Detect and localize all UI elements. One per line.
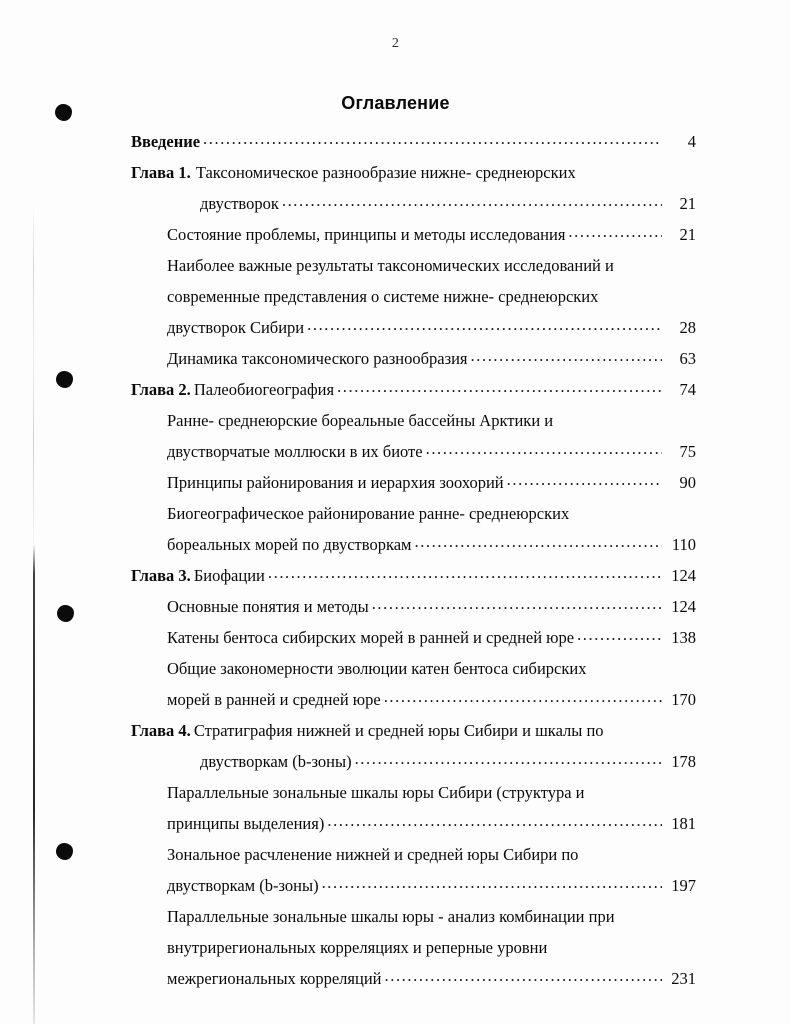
toc-dot-leader xyxy=(322,867,662,898)
toc-entry-label: двустворкам (b-зоны) xyxy=(167,876,319,895)
toc-entry-label: межрегиональных корреляций xyxy=(167,969,382,988)
toc-entry[interactable] xyxy=(167,622,696,653)
toc-entry[interactable] xyxy=(131,157,696,188)
toc-entry[interactable] xyxy=(167,281,696,312)
toc-entry-label: современные представления о системе нижне- среднеюрских xyxy=(167,287,599,306)
toc-page-number: 197 xyxy=(671,876,696,895)
toc-page-number: 138 xyxy=(671,628,696,647)
toc-entry[interactable] xyxy=(131,715,696,746)
toc-dot-leader xyxy=(282,185,662,216)
toc-entry[interactable] xyxy=(167,808,696,839)
toc-entry-label: Таксономическое разнообразие нижне- среднеюрских xyxy=(195,163,576,182)
toc-entry-label: принципы выделения) xyxy=(167,814,325,833)
toc-entry[interactable] xyxy=(167,901,696,932)
toc-entry[interactable] xyxy=(167,312,696,343)
toc-entry[interactable] xyxy=(167,498,696,529)
toc-entry-label: двустворок Сибири xyxy=(167,318,305,337)
punch-mark-2 xyxy=(56,371,73,388)
toc-chapter-number: Глава 4. xyxy=(131,721,191,740)
toc-entry-label: двустворчатые моллюски в их биоте xyxy=(167,442,423,461)
toc-entry-label: Основные понятия и методы xyxy=(167,597,369,616)
toc-dot-leader xyxy=(327,805,662,836)
toc-dot-leader xyxy=(268,557,662,588)
toc-entry[interactable] xyxy=(167,591,696,622)
toc-entry[interactable] xyxy=(167,870,696,901)
toc-entry[interactable] xyxy=(131,560,696,591)
toc-entry-label: Принципы районирования и иерархия зоохорий xyxy=(167,473,504,492)
toc-entry-label: Общие закономерности эволюции катен бентоса сибирских xyxy=(167,659,587,678)
toc-entry-label: Параллельные зональные шкалы юры Сибири (структура и xyxy=(167,783,585,802)
toc-dot-leader xyxy=(337,371,662,402)
toc-entry[interactable] xyxy=(167,343,696,374)
page-title: Оглавление xyxy=(341,93,450,113)
toc-page-number: 231 xyxy=(671,969,696,988)
toc-entry[interactable] xyxy=(167,777,696,808)
scan-streak-faint xyxy=(33,205,34,545)
toc-chapter-number: Глава 2. xyxy=(131,380,191,399)
toc-entry-label: внутрирегиональных корреляциях и реперные уровни xyxy=(167,938,548,957)
toc-entry-label: двустворок xyxy=(200,194,279,213)
toc-entry-label: Состояние проблемы, принципы и методы исследования xyxy=(167,225,566,244)
toc-dot-leader xyxy=(426,433,662,464)
toc-entry-label: Динамика таксономического разнообразия xyxy=(167,349,468,368)
toc-dot-leader xyxy=(577,619,662,650)
punch-mark-3 xyxy=(57,605,74,622)
toc-page-number: 178 xyxy=(671,752,696,771)
toc-page-number: 74 xyxy=(679,380,696,399)
toc-dot-leader xyxy=(568,216,662,247)
toc-page-number: 170 xyxy=(671,690,696,709)
toc-entry[interactable] xyxy=(167,219,696,250)
toc-dot-leader xyxy=(355,743,662,774)
toc-dot-leader xyxy=(384,681,662,712)
toc-entry[interactable] xyxy=(167,467,696,498)
toc-entry-label: Ранне- среднеюрские бореальные бассейны Арктики и xyxy=(167,411,554,430)
toc-entry[interactable] xyxy=(167,436,696,467)
page-number: 2 xyxy=(391,36,400,51)
toc-page-number: 21 xyxy=(679,194,696,213)
toc-page-number: 75 xyxy=(679,442,696,461)
toc-page-number: 124 xyxy=(671,597,696,616)
toc-dot-leader xyxy=(307,309,662,340)
toc-dot-leader xyxy=(414,526,662,557)
toc-entry-label: Катены бентоса сибирских морей в ранней и средней юре xyxy=(167,628,575,647)
toc-entry-label: Палеобиогеография xyxy=(193,380,335,399)
punch-mark-4 xyxy=(56,843,73,860)
toc-entry-label: Наиболее важные результаты таксономических исследований и xyxy=(167,256,614,275)
scan-streak xyxy=(33,545,35,1024)
toc-entry[interactable] xyxy=(167,405,696,436)
toc-entry[interactable] xyxy=(200,188,696,219)
toc-dot-leader xyxy=(372,588,662,619)
toc-entry-label: Стратиграфия нижней и средней юры Сибири и шкалы по xyxy=(193,721,604,740)
toc-entry[interactable] xyxy=(167,963,696,994)
toc-page-number: 124 xyxy=(671,566,696,585)
toc-entry[interactable] xyxy=(167,250,696,281)
toc-entry-label: Параллельные зональные шкалы юры - анализ комбинации при xyxy=(167,907,615,926)
toc-entry-label: бореальных морей по двустворкам xyxy=(167,535,412,554)
toc-entry-label: двустворкам (b-зоны) xyxy=(200,752,352,771)
toc-page-number: 63 xyxy=(679,349,696,368)
toc-entry[interactable] xyxy=(131,374,696,405)
toc-entry[interactable] xyxy=(167,684,696,715)
toc-entry-label: Зональное расчленение нижней и средней юры Сибири по xyxy=(167,845,579,864)
toc-entry[interactable] xyxy=(167,653,696,684)
toc-dot-leader xyxy=(471,340,662,371)
toc-entry-label: морей в ранней и средней юре xyxy=(167,690,381,709)
toc-entry-label: Биогеографическое районирование ранне- среднеюрских xyxy=(167,504,570,523)
toc-page-number: 110 xyxy=(671,535,696,554)
toc-entry[interactable] xyxy=(131,126,696,157)
toc-page-number: 90 xyxy=(679,473,696,492)
toc-page-number: 181 xyxy=(671,814,696,833)
table-of-contents xyxy=(131,126,696,994)
toc-page-number: 4 xyxy=(687,132,696,151)
toc-entry[interactable] xyxy=(167,932,696,963)
toc-dot-leader xyxy=(507,464,662,495)
toc-chapter-number: Глава 1. xyxy=(131,163,191,182)
toc-dot-leader xyxy=(203,123,662,154)
toc-entry-label: Биофации xyxy=(193,566,265,585)
toc-dot-leader xyxy=(385,960,663,991)
toc-chapter-number: Глава 3. xyxy=(131,566,191,585)
toc-entry-label: Введение xyxy=(131,132,201,151)
toc-entry[interactable] xyxy=(167,529,696,560)
toc-entry[interactable] xyxy=(167,839,696,870)
toc-page-number: 21 xyxy=(679,225,696,244)
toc-page-number: 28 xyxy=(679,318,696,337)
toc-entry[interactable] xyxy=(200,746,696,777)
